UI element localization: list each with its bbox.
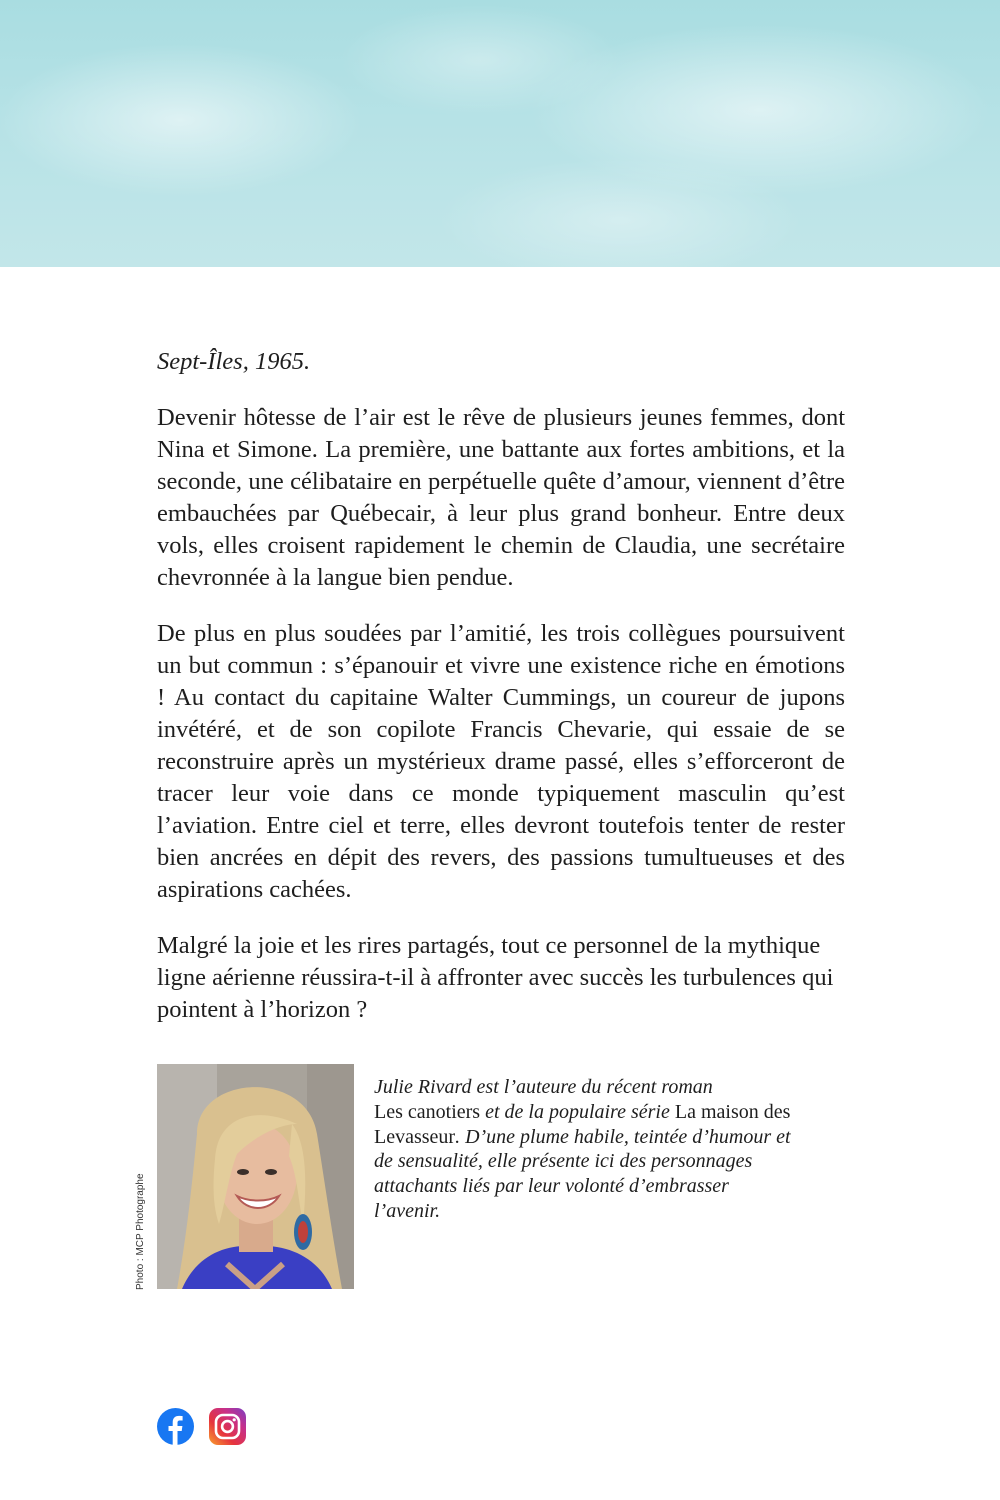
sky-header-image	[0, 0, 1000, 267]
back-cover-blurb	[157, 346, 845, 1050]
place-date: Sept-Îles, 1965.	[157, 348, 311, 375]
blurb-paragraph-1: Devenir hôtesse de l’air est le rêve de plusieurs jeunes femmes, dont Nina et Simone. La première, une battante aux fortes ambitions, et la seconde, une célibataire en perpétuelle quête d’amour, viennent d’être embauchées par Québecair, à leur plus grand bonheur. Entre deux vols, elles croisent rapidement le chemin de Claudia, une secrétaire chevronnée à la langue bien pendue.	[157, 404, 845, 591]
bio-text-1: Julie Rivard est l’auteure du récent roman	[374, 1076, 713, 1098]
bio-text-2: et de la populaire série	[480, 1100, 675, 1123]
book-title-2: La maison des Levasseur	[374, 1100, 791, 1148]
author-portrait	[157, 1064, 354, 1289]
blurb-paragraph-2: De plus en plus soudées par l’amitié, les trois collègues poursuivent un but commun : s’épanouir et vivre une existence riche en émotions ! Au contact du capitaine Walter Cummings, un coureur de jupons invétéré, et de son copilote Francis Chevarie, qui essaie de se reconstruire après un mystérieux drame passé, elles s’efforceront de tracer leur voie dans ce monde typiquement masculin qu’est l’aviation. Entre ciel et terre, elles devront toutefois tenter de rester bien ancrées en dépit des revers, des passions tumultueuses et des aspirations cachées.	[157, 620, 845, 903]
bio-text-3: . D’une plume habile, teintée d’humour et de sensualité, elle présente ici des personnages attachants liés par leur volonté d’embrasser l’avenir.	[374, 1125, 791, 1222]
instagram-icon[interactable]	[209, 1408, 246, 1445]
book-title-1: Les canotiers	[374, 1100, 481, 1123]
photo-credit: Photo : MCP Photographe	[135, 1173, 146, 1290]
blurb-paragraph-3: Malgré la joie et les rires partagés, tout ce personnel de la mythique ligne aérienne réussira-t-il à affronter avec succès les turbulences qui pointent à l’horizon ?	[157, 932, 834, 1023]
social-icons	[157, 1408, 246, 1445]
author-bio	[374, 1075, 794, 1224]
author-photo	[157, 1064, 354, 1289]
facebook-icon[interactable]	[157, 1408, 194, 1445]
